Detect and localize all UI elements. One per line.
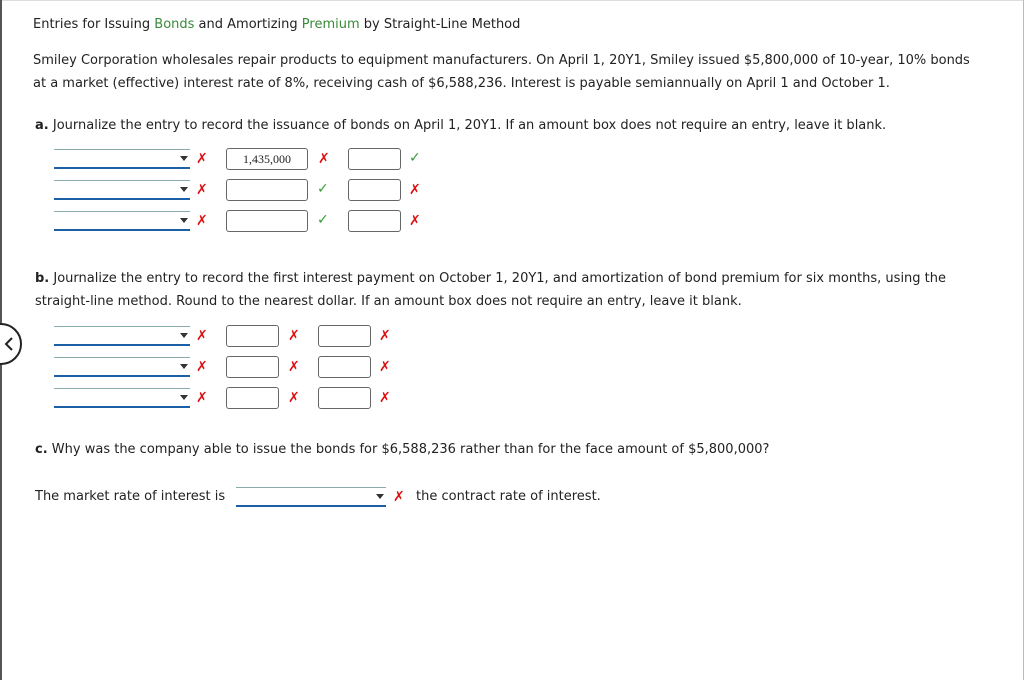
wrong-mark-icon: ✗ (318, 151, 330, 167)
part-c-label: c. (35, 442, 48, 457)
chevron-down-icon (376, 494, 384, 499)
part-b-credit-input-2[interactable] (318, 356, 371, 378)
wrong-mark-icon: ✗ (288, 328, 300, 344)
chevron-down-icon (180, 156, 188, 161)
part-b-question-line-2: straight-line method. Round to the nearest dollar. If an amount box does not require an entry, leave it blank. (35, 294, 742, 309)
chevron-down-icon (180, 364, 188, 369)
part-c-question (35, 442, 769, 457)
part-c-sentence-start: The market rate of interest is (35, 489, 226, 504)
part-b-label: b. (35, 271, 50, 286)
wrong-mark-icon: ✗ (196, 390, 208, 406)
part-b-debit-input-1[interactable] (226, 325, 279, 347)
title-middle: and Amortizing (194, 17, 302, 32)
correct-mark-icon: ✓ (317, 181, 329, 197)
part-a-account-select-3[interactable] (54, 211, 190, 231)
part-b-debit-input-2[interactable] (226, 356, 279, 378)
part-b-account-select-2[interactable] (54, 357, 190, 377)
part-a-credit-input-1[interactable] (348, 148, 401, 170)
part-c-sentence-end: the contract rate of interest. (416, 489, 601, 504)
part-a-credit-input-2[interactable] (348, 179, 401, 201)
part-a-credit-input-3[interactable] (348, 210, 401, 232)
collapse-panel-button[interactable] (0, 323, 22, 365)
wrong-mark-icon: ✗ (196, 213, 208, 229)
chevron-down-icon (180, 333, 188, 338)
part-b-account-select-3[interactable] (54, 388, 190, 408)
wrong-mark-icon: ✗ (379, 390, 391, 406)
frame-top-border (0, 0, 1024, 1)
part-b-debit-input-3[interactable] (226, 387, 279, 409)
part-c-text: Why was the company able to issue the bonds for $6,588,236 rather than for the face amount of $5,800,000? (51, 442, 770, 457)
part-b-credit-input-1[interactable] (318, 325, 371, 347)
wrong-mark-icon: ✗ (379, 328, 391, 344)
chevron-left-icon (4, 337, 14, 351)
part-a-debit-input-1[interactable]: 1,435,000 (226, 148, 308, 170)
part-a-debit-input-3[interactable] (226, 210, 308, 232)
intro-line-1: Smiley Corporation wholesales repair products to equipment manufacturers. On April 1, 20Y1, Smiley issued $5,800,000 of 10-year, 10% bonds (33, 53, 970, 68)
page-title (33, 17, 520, 32)
part-a-label: a. (35, 118, 49, 133)
intro-line-2: at a market (effective) interest rate of 8%, receiving cash of $6,588,236. Interest is payable semiannually on April 1 and October 1. (33, 76, 890, 91)
premium-link[interactable]: Premium (301, 17, 360, 32)
part-c-rate-select[interactable] (236, 487, 386, 507)
part-a-account-select-2[interactable] (54, 180, 190, 200)
part-b-text-1: Journalize the entry to record the first interest payment on October 1, 20Y1, and amortization of bond premium for six months, using the (53, 271, 947, 286)
wrong-mark-icon: ✗ (196, 151, 208, 167)
wrong-mark-icon: ✗ (409, 213, 421, 229)
chevron-down-icon (180, 395, 188, 400)
part-a-question (35, 118, 886, 133)
wrong-mark-icon: ✗ (288, 359, 300, 375)
wrong-mark-icon: ✗ (288, 390, 300, 406)
chevron-down-icon (180, 187, 188, 192)
wrong-mark-icon: ✗ (196, 182, 208, 198)
bonds-link[interactable]: Bonds (154, 17, 195, 32)
chevron-down-icon (180, 218, 188, 223)
part-b-question-line-1 (35, 271, 946, 286)
part-b-credit-input-3[interactable] (318, 387, 371, 409)
part-b-account-select-1[interactable] (54, 326, 190, 346)
wrong-mark-icon: ✗ (409, 182, 421, 198)
part-a-debit-input-2[interactable] (226, 179, 308, 201)
wrong-mark-icon: ✗ (196, 359, 208, 375)
part-a-text: Journalize the entry to record the issuance of bonds on April 1, 20Y1. If an amount box does not require an entry, leave it blank. (52, 118, 887, 133)
wrong-mark-icon: ✗ (379, 359, 391, 375)
wrong-mark-icon: ✗ (393, 489, 405, 505)
correct-mark-icon: ✓ (317, 212, 329, 228)
title-prefix: Entries for Issuing (33, 17, 155, 32)
title-suffix: by Straight-Line Method (359, 17, 521, 32)
part-a-account-select-1[interactable] (54, 149, 190, 169)
correct-mark-icon: ✓ (409, 150, 421, 166)
wrong-mark-icon: ✗ (196, 328, 208, 344)
